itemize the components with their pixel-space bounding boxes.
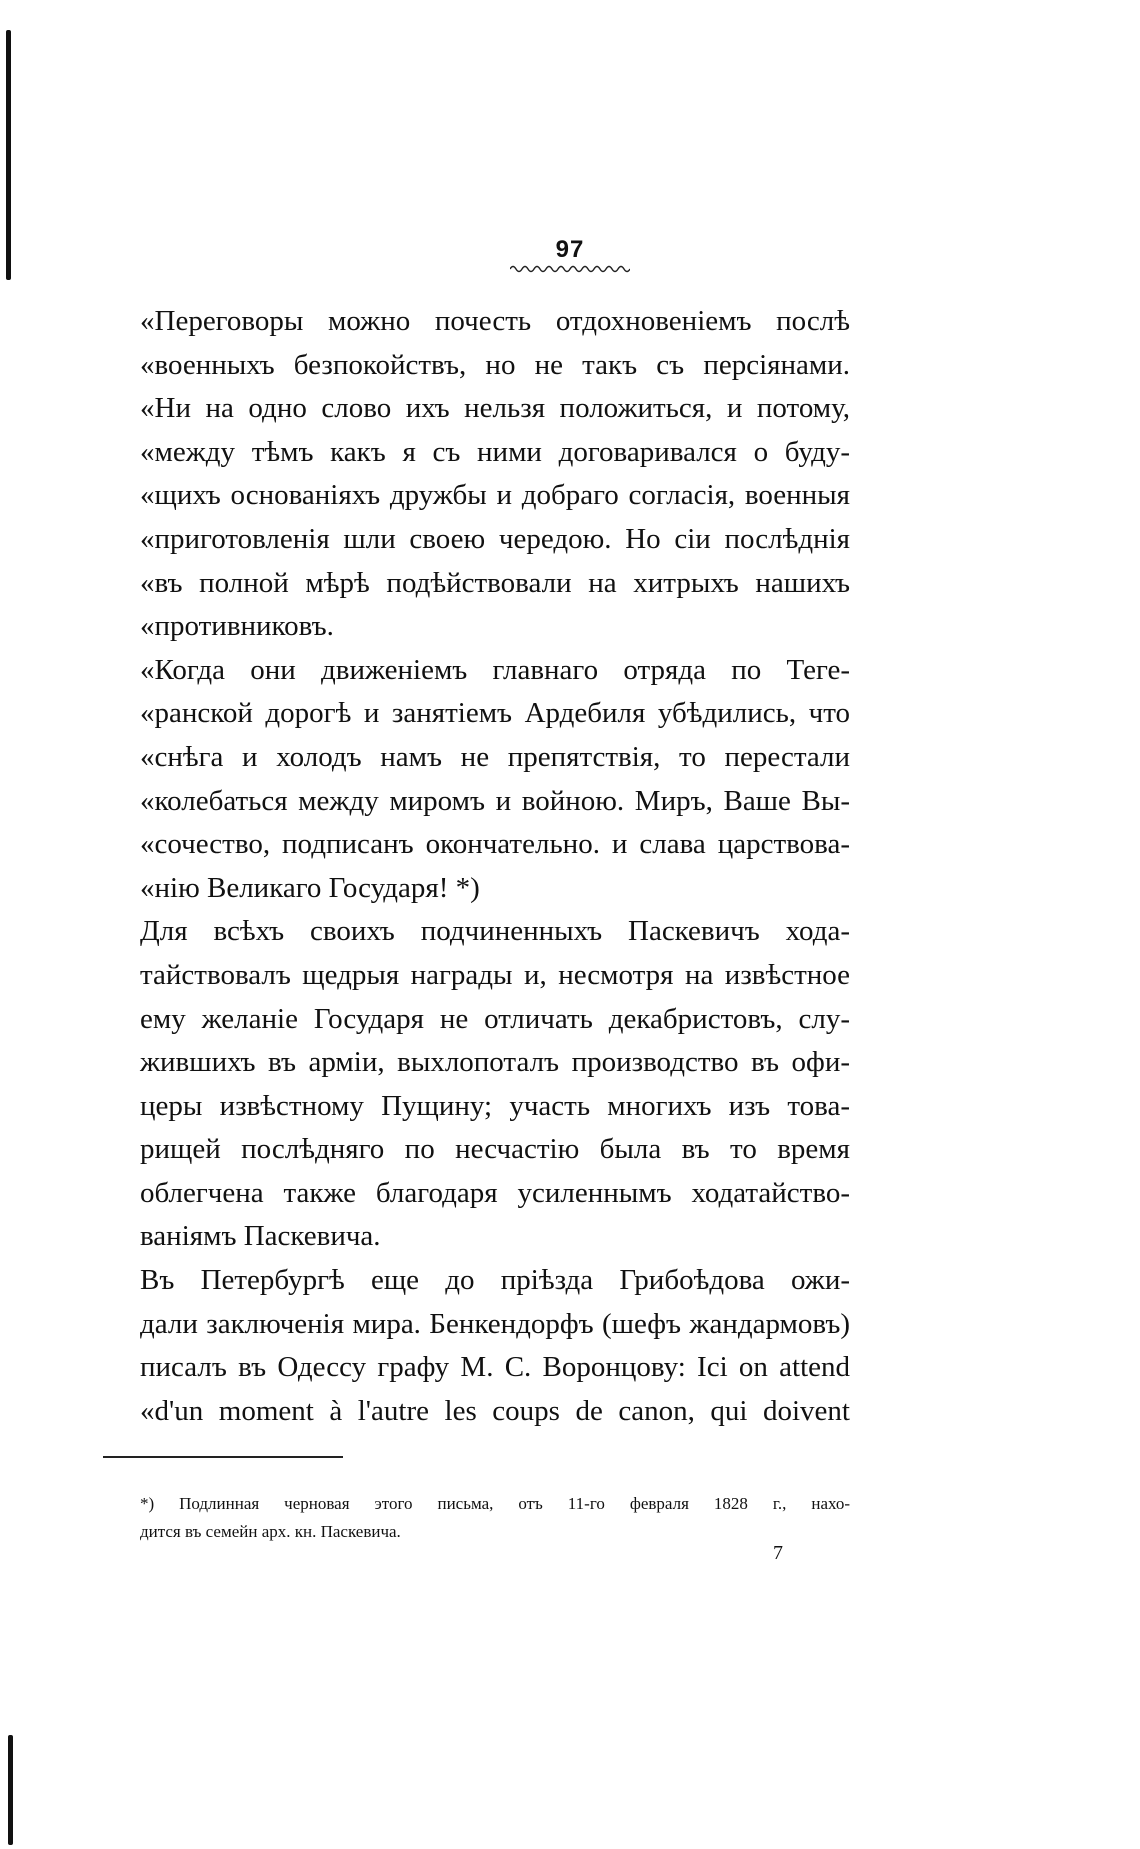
body-line: «противниковъ. bbox=[140, 610, 334, 643]
body-line: «Когда они движеніемъ главнаго отряда по Теге- bbox=[140, 653, 850, 686]
body-line: ваніямъ Паскевича. bbox=[140, 1220, 381, 1253]
body-line: «приготовленія шли своею чередою. Но сіи послѣднія bbox=[140, 522, 850, 555]
page-header bbox=[0, 236, 1140, 274]
footnote-line: *) Подлинная черновая этого письма, отъ 11-го февраля 1828 г., нахо- bbox=[140, 1494, 850, 1513]
body-line: «Переговоры можно почесть отдохновеніемъ послѣ bbox=[140, 305, 850, 337]
body-line: «щихъ основаніяхъ дружбы и добраго согласія, военныя bbox=[140, 479, 850, 512]
body-line: церы извѣстному Пущину; участь многихъ изъ това- bbox=[140, 1089, 850, 1122]
body-line: Въ Петербургѣ еще до пріѣзда Грибоѣдова ожи- bbox=[140, 1264, 850, 1297]
body-line: «Ни на одно слово ихъ нельзя положиться, и потому, bbox=[140, 392, 850, 425]
body-text bbox=[140, 300, 850, 1433]
body-line: Для всѣхъ своихъ подчиненныхъ Паскевичъ хода- bbox=[140, 915, 850, 948]
body-line: «нію Великаго Государя! *) bbox=[140, 871, 480, 904]
body-line: «d'un moment à l'autre les coups de canon, qui doivent bbox=[140, 1394, 850, 1427]
body-line: ему желаніе Государя не отличать декабристовъ, слу- bbox=[140, 1002, 850, 1035]
body-line: облегчена также благодаря усиленнымъ ходатайство- bbox=[140, 1176, 850, 1209]
footnote-separator bbox=[103, 1456, 343, 1458]
body-line: «ранской дорогѣ и занятіемъ Ардебиля убѣдились, что bbox=[140, 697, 850, 730]
wavy-underline-ornament bbox=[510, 264, 630, 274]
body-line: «сочество, подписанъ окончательно. и слава царствова- bbox=[140, 828, 850, 861]
body-line: «въ полной мѣрѣ подѣйствовали на хитрыхъ нашихъ bbox=[140, 566, 850, 599]
body-line: жившихъ въ арміи, выхлопоталъ производство въ офи- bbox=[140, 1046, 850, 1079]
body-line: тайствовалъ щедрыя награды и, несмотря на извѣстное bbox=[140, 958, 850, 991]
body-line: «между тѣмъ какъ я съ ними договаривался о буду- bbox=[140, 435, 850, 468]
body-line: «колебаться между миромъ и войною. Миръ, Ваше Вы- bbox=[140, 784, 850, 817]
body-line: писалъ въ Одессу графу М. С. Воронцову: Ici on attend bbox=[140, 1351, 850, 1384]
body-line: дали заключенія мира. Бенкендорфъ (шефъ жандармовъ) bbox=[140, 1307, 850, 1340]
body-line: «снѣга и холодъ намъ не препятствія, то перестали bbox=[140, 740, 850, 773]
scan-edge-shadow-bottom bbox=[8, 1735, 13, 1845]
body-line: рищей послѣдняго по несчастію была въ то время bbox=[140, 1133, 850, 1166]
footnotes bbox=[140, 1490, 850, 1546]
page-number: 97 bbox=[555, 236, 585, 263]
signature-mark: 7 bbox=[773, 1542, 783, 1564]
body-line: «военныхъ безпокойствъ, но не такъ съ персіянами. bbox=[140, 348, 850, 381]
footnote-line: дится въ семейн арх. кн. Паскевича. bbox=[140, 1522, 401, 1541]
